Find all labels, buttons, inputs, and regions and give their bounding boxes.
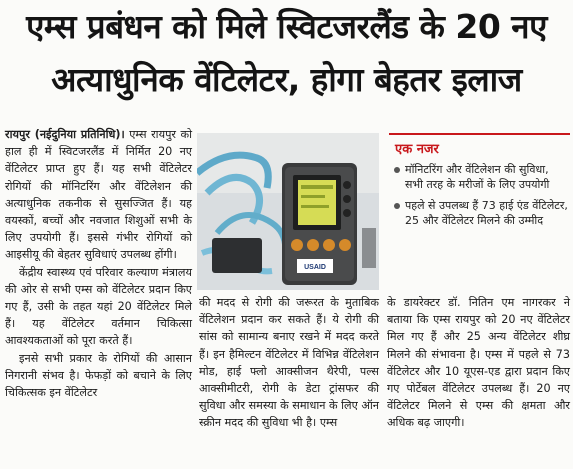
- sidebar-item: मॉनिटरिंग और वेंटिलेशन की सुविधा, सभी तरह के मरीजों के लिए उपयोगी: [389, 162, 570, 192]
- headline-line-2: अत्याधुनिक वेंटिलेटर, होगा बेहतर इलाज: [51, 60, 522, 99]
- article-column-3: के डायरेक्टर डॉ. नितिन एम नागरकर ने बताया कि एम्स रायपुर को 20 नए वेंटिलेटर मिल गए हैं और 25 अन्य वेंटिलेटर शीघ्र मिलने की संभावना है। एम्स में पहले से 73 वेंटिलेटर और 10 यूएस-एड द्वारा प्रदान किए गए पोर्टेबल वेंटिलेटर उपलब्ध हैं। 20 नए वेंटिलेटर मिलने से एम्स की क्षमता और अधिक बढ़ जाएगी।: [387, 296, 570, 430]
- sidebar-item: पहले से उपलब्ध हैं 73 हाई एंड वेंटिलेटर, 25 और वेंटिलेटर मिलने की उम्मीद: [389, 198, 570, 228]
- usaid-label: USAID: [304, 264, 326, 271]
- sidebar-title: एक नजर: [395, 142, 439, 157]
- paragraph-3: इनसे सभी प्रकार के रोगियों की आसान निगरानी संभव है। फेफड़ों को बचाने के लिए चिकित्सक इन वेंटिलेटर: [5, 351, 192, 400]
- paragraph-2: केंद्रीय स्वास्थ्य एवं परिवार कल्याण मंत्रालय की ओर से सभी एम्स को वेंटिलेटर प्रदान किए गए हैं, उसी के तहत यहां 20 वेंटिलेटर मिले हैं। यह वेंटिलेटर वर्तमान चिकित्सा आवश्यकताओं को पूरा करते हैं।: [5, 265, 192, 348]
- paragraph-1: एम्स रायपुर को हाल ही में स्विटजरलैंड में निर्मित 20 नए वेंटिलेटर प्राप्त हुए हैं। यह सभी वेंटिलेटर रोगियों की मॉनिटरिंग और वेंटिलेशन की अत्याधुनिक तकनीक से सुसज्जित हैं। यह वयस्कों, बच्चों और नवजात शिशुओं सभी के लिए उपयोगी हैं। इससे गंभीर रोगियों को आइसीयू की बेहतर सुविधाएं उपलब्ध होंगी।: [5, 128, 192, 262]
- at-a-glance-box: [389, 133, 570, 283]
- headline-line-1: एम्स प्रबंधन को मिले स्विटजरलैंड के 20 नए: [26, 7, 547, 46]
- ventilator-photo: [197, 133, 379, 290]
- article-column-2: की मदद से रोगी की जरूरत के मुताबिक वेंटिलेशन प्रदान कर सकते हैं। ये रोगी की सांस को सामान्य बनाए रखने में मदद करते हैं। इन हैमिल्टन वेंटिलेटर में विभिन्न वेंटिलेशन मोड, हाई फ्लो आक्सीजन थैरेपी, पल्स आक्सीमीटरी, रोगी के डेटा ट्रांसफर की सुविधा और समस्या के समाधान के लिए ऑन स्क्रीन मदद की सुविधा भी है। एम्स: [199, 296, 380, 430]
- ventilator-illustration: [197, 133, 379, 290]
- article-column-1: [5, 126, 192, 401]
- dateline: रायपुर (नईदुनिया प्रतिनिधि)।: [5, 128, 125, 141]
